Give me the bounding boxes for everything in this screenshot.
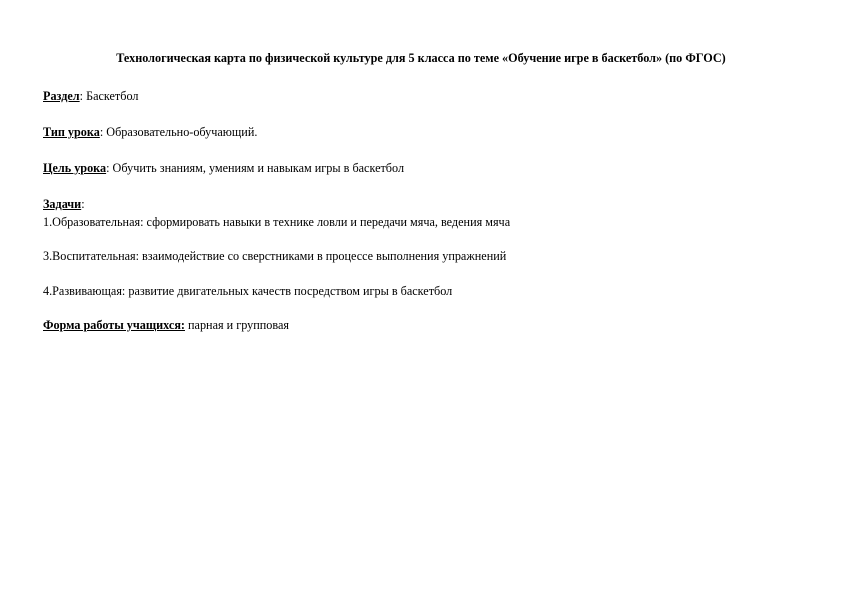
tasks-label: Задачи: [43, 197, 82, 211]
tasks-heading: [43, 197, 85, 212]
task-item-educational: 1.Образовательная: сформировать навыки в технике ловли и передачи мяча, ведения мяча: [43, 215, 511, 229]
work-form-line: [43, 318, 289, 333]
tasks-suffix: :: [81, 197, 85, 211]
razdel-line: [43, 89, 138, 104]
lesson-goal-value: : Обучить знаниям, умениям и навыкам игры в баскетбол: [106, 161, 405, 175]
work-form-value: парная и групповая: [184, 318, 289, 332]
razdel-label: Раздел: [43, 89, 80, 103]
work-form-label: Форма работы учащихся:: [43, 318, 185, 332]
lesson-goal-label: Цель урока: [43, 161, 107, 175]
razdel-value: : Баскетбол: [79, 89, 139, 103]
document-title: Технологическая карта по физической культуре для 5 класса по теме «Обучение игре в баскетбол» (по ФГОС): [116, 51, 726, 65]
task-item-upbringing: 3.Воспитательная: взаимодействие со сверстниками в процессе выполнения упражнений: [43, 249, 507, 263]
lesson-type-value: : Образовательно-обучающий.: [99, 125, 258, 139]
lesson-goal-line: [43, 161, 404, 176]
task-item-developing: 4.Развивающая: развитие двигательных качеств посредством игры в баскетбол: [43, 284, 453, 298]
lesson-type-label: Тип урока: [43, 125, 100, 139]
lesson-type-line: [43, 125, 257, 140]
